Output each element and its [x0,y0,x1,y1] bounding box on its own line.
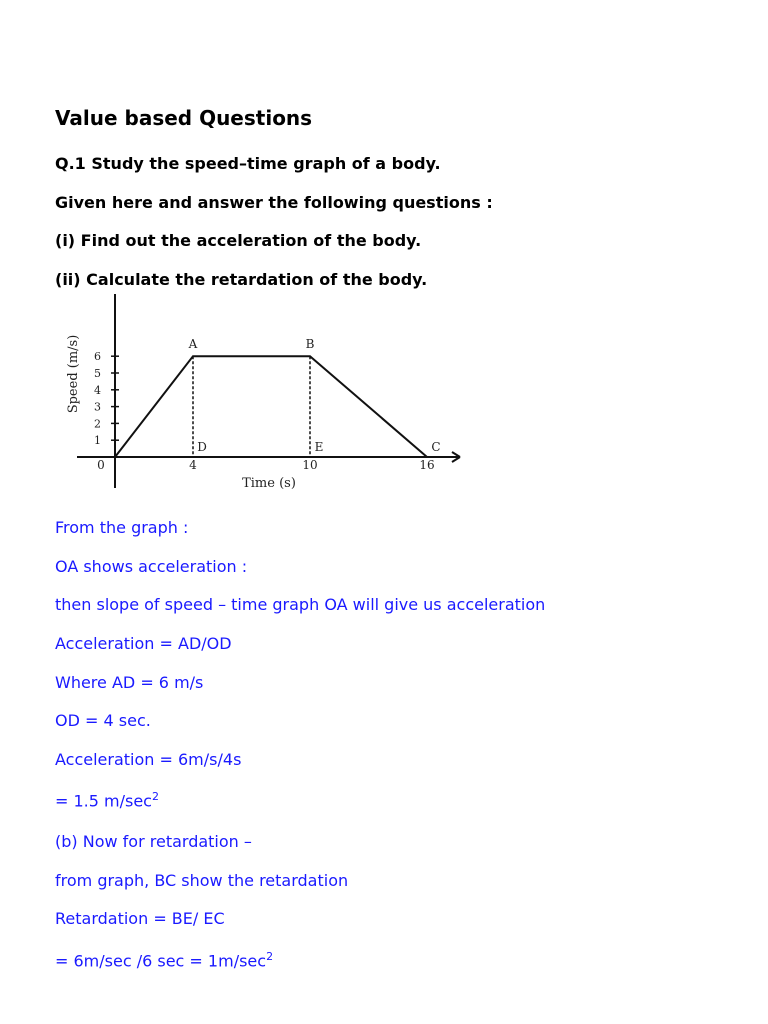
graph-ticks [94,350,435,472]
graph-labels [66,335,441,491]
answer-line-7: Acceleration = 6m/s/4s [55,750,242,769]
x-axis-title: Time (s) [242,476,296,491]
speed-time-graph [55,290,475,500]
graph-axes [77,294,460,488]
graph-dashed-guides [193,356,310,457]
y-tick-label: 4 [94,383,101,397]
point-label: D [197,440,207,454]
answer-line-10: from graph, BC show the retardation [55,871,349,890]
answer-line-5: Where AD = 6 m/s [55,673,204,692]
question-line-1: Q.1 Study the speed–time graph of a body. [55,154,441,173]
x-tick-label: 10 [302,458,318,472]
point-label: A [188,337,198,352]
answer-line-4: Acceleration = AD/OD [55,634,232,653]
page-title: Value based Questions [55,106,313,130]
answer-line-8 [55,790,159,810]
question-line-2: Given here and answer the following questions : [55,193,493,212]
answer-line-2: OA shows acceleration : [55,557,248,576]
x-tick-label: 0 [97,458,105,472]
y-tick-label: 1 [94,434,101,448]
question-line-3: (i) Find out the acceleration of the body. [55,231,422,250]
point-label: B [305,337,315,352]
point-label: C [431,440,441,454]
y-tick-label: 2 [94,417,101,431]
answer-line-12 [55,950,273,970]
graph-series [115,356,427,457]
answer-line-1: From the graph : [55,518,189,537]
answer-line-8-text: = 1.5 m/sec [55,791,152,811]
y-tick-label: 5 [94,367,101,380]
speed-series-line [115,356,427,457]
answer-line-12-exponent: 2 [266,950,274,963]
question-line-4: (ii) Calculate the retardation of the body. [55,270,428,289]
point-label: E [314,440,324,454]
x-tick-label: 16 [419,458,435,472]
answer-line-8-exponent: 2 [151,790,159,803]
y-axis-title: Speed (m/s) [66,334,81,414]
y-tick-label: 3 [94,400,101,414]
answer-line-12-text: = 6m/sec /6 sec = 1m/sec [55,951,267,971]
y-tick-label: 6 [94,350,101,364]
x-tick-label: 4 [189,458,197,472]
answer-line-3: then slope of speed – time graph OA will give us acceleration [55,595,546,614]
answer-line-6: OD = 4 sec. [55,711,151,730]
answer-line-9: (b) Now for retardation – [55,832,252,851]
answer-line-11: Retardation = BE/ EC [55,909,225,928]
